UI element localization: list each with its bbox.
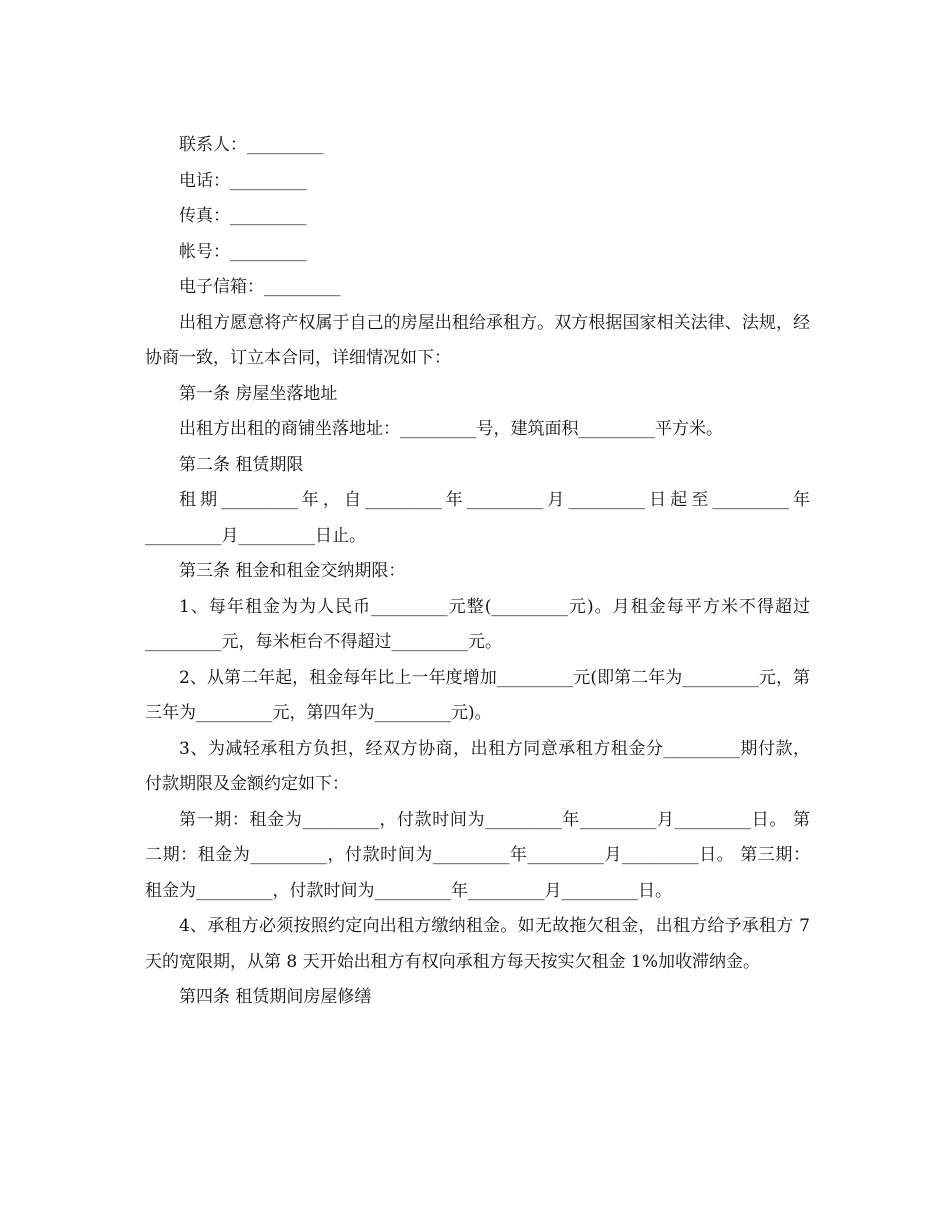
article-3-clause-2: 2、从第二年起，租金每年比上一年度增加_________元(即第二年为_________元，第三年为_________元，第四年为_________元)。 bbox=[145, 667, 810, 723]
field-label: 电子信箱： bbox=[179, 277, 264, 297]
fax-field bbox=[145, 199, 810, 235]
account-field bbox=[145, 235, 810, 271]
field-blank: _________ bbox=[230, 241, 307, 262]
field-blank: _________ bbox=[264, 277, 341, 297]
email-field bbox=[145, 270, 810, 306]
article-3-heading: 第三条 租金和租金交纳期限： bbox=[179, 561, 406, 581]
contact-person-field bbox=[145, 128, 810, 164]
article-4-heading: 第四条 租赁期间房屋修缮 bbox=[179, 987, 372, 1007]
article-3-clause-1: 1、每年租金为为人民币_________元整(_________元)。月租金每平方米不得超过_________元，每米柜台不得超过_________元。 bbox=[145, 596, 810, 652]
field-label: 传真： bbox=[179, 206, 230, 226]
field-label: 帐号： bbox=[179, 241, 230, 262]
article-2-heading: 第二条 租赁期限 bbox=[179, 454, 304, 475]
document-body bbox=[145, 128, 810, 1016]
installment-schedule: 第一期：租金为_________，付款时间为_________年_________月_________日。 第二期：租金为_________，付款时间为_________年_________月_________日。 第三期：租金为_________，付款时间为_________年_________月_________日。 bbox=[145, 809, 810, 901]
article-1-address: 出租方出租的商铺坐落地址：_________号，建筑面积_________平方米。 bbox=[179, 419, 723, 439]
article-1-heading: 第一条 房屋坐落地址 bbox=[179, 383, 338, 404]
intro-paragraph: 出租方愿意将产权属于自己的房屋出租给承租方。双方根据国家相关法律、法规，经协商一致，订立本合同，详细情况如下： bbox=[145, 312, 810, 368]
article-3-clause-4: 4、承租方必须按照约定向出租方缴纳租金。如无故拖欠租金，出租方给予承租方 7 天的宽限期，从第 8 天开始出租方有权向承租方每天按实欠租金 1%加收滞纳金。 bbox=[145, 916, 810, 972]
field-blank: _________ bbox=[247, 135, 324, 155]
field-blank: _________ bbox=[230, 170, 307, 191]
field-label: 联系人： bbox=[179, 135, 247, 155]
article-3-clause-3: 3、为减轻承租方负担，经双方协商，出租方同意承租方租金分_________期付款，付款期限及金额约定如下： bbox=[145, 738, 810, 794]
article-2-term: 租期_________年，自_________年_________月_________日起至_________年_________月_________日止。 bbox=[145, 490, 810, 546]
field-blank: _________ bbox=[230, 206, 307, 226]
phone-field bbox=[145, 164, 810, 200]
field-label: 电话： bbox=[179, 170, 230, 191]
